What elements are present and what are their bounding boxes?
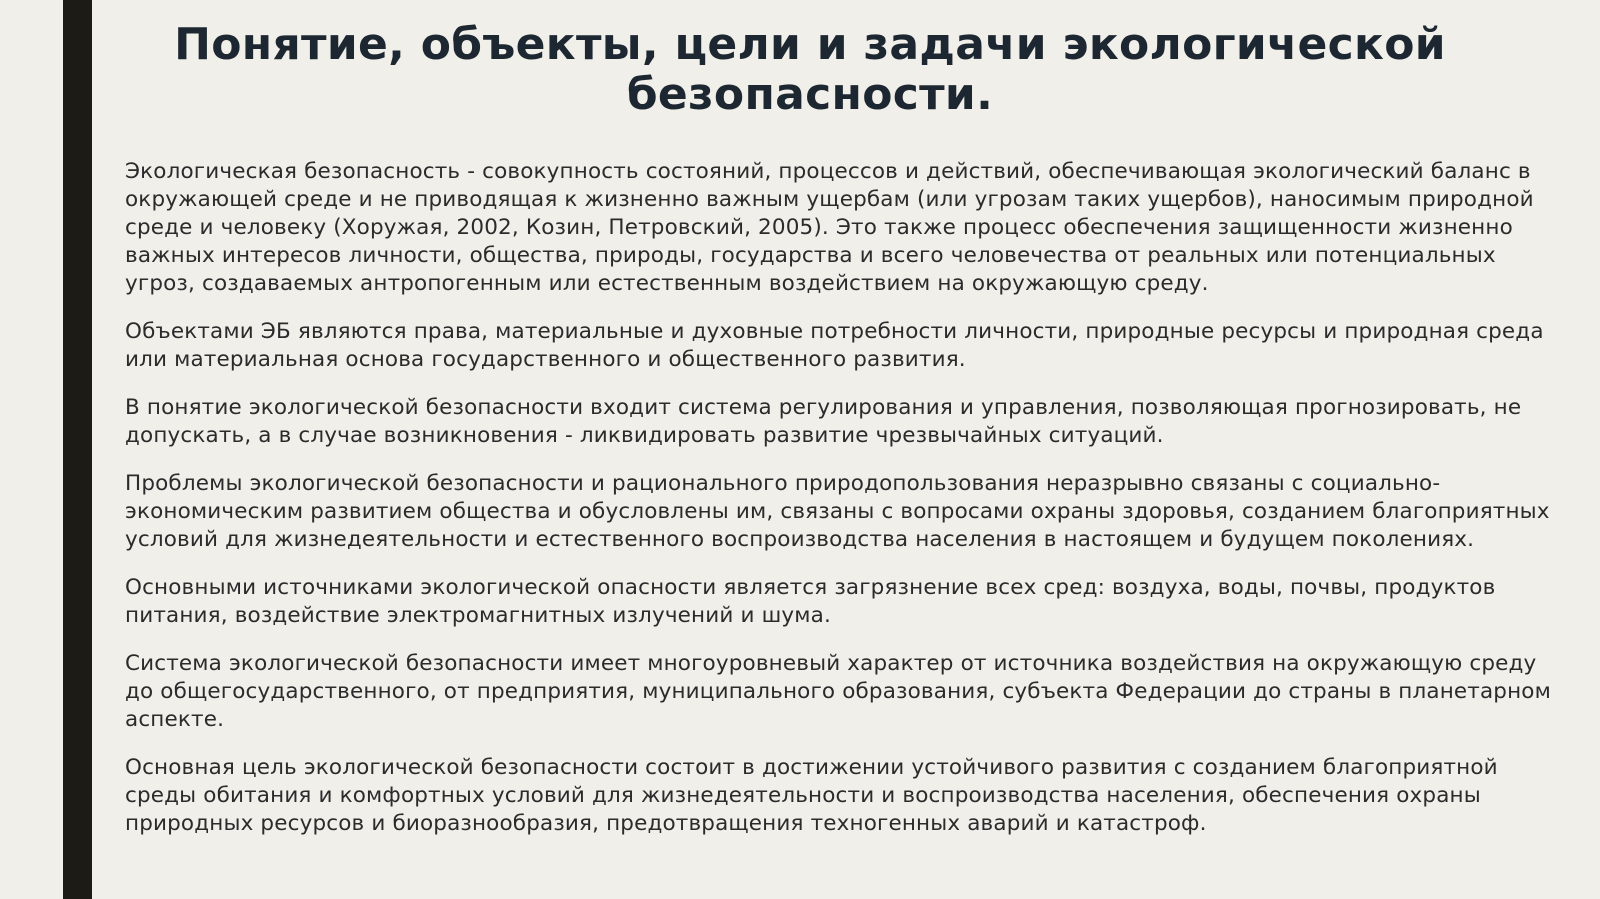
slide-body [125,158,1565,858]
paragraph-goal: Основная цель экологической безопасности состоит в достижении устойчивого развития с созданием благоприятной среды обитания и комфортных условий для жизнедеятельности и воспроизводства населения, обеспечения охраны природных ресурсов и биоразнообразия, предотвращения техногенных аварий и катастроф. [125,755,1498,836]
paragraph-problems: Проблемы экологической безопасности и рационального природопользования неразрывно связаны с социально-экономическим развитием общества и обусловлены им, связаны с вопросами охраны здоровья, созданием благоприятных условий для жизнедеятельности и естественного воспроизводства населения в настоящем и будущем поколениях. [125,471,1550,552]
paragraph-regulation: В понятие экологической безопасности входит система регулирования и управления, позволяющая прогнозировать, не допускать, а в случае возникновения - ликвидировать развитие чрезвычайных ситуаций. [125,395,1522,448]
paragraph-sources: Основными источниками экологической опасности является загрязнение всех сред: воздуха, воды, почвы, продуктов питания, воздействие электромагнитных излучений и шума. [125,575,1496,628]
slide-title: Понятие, объекты, цели и задачи экологической безопасности. [174,19,1446,120]
paragraph-objects: Объектами ЭБ являются права, материальные и духовные потребности личности, природные ресурсы и природная среда или материальная основа государственного и общественного развития. [125,319,1544,372]
paragraph-definition: Экологическая безопасность - совокупность состояний, процессов и действий, обеспечивающая экологический баланс в окружающей среде и не приводящая к жизненно важным ущербам (или угрозам таких ущербов), наносимым природной среде и человеку (Хоружая, 2002, Козин, Петровский, 2005). Это также процесс обеспечения защищенности жизненно важных интересов личности, общества, природы, государства и всего человечества от реальных или потенциальных угроз, создаваемых антропогенным или естественным воздействием на окружающую среду. [125,159,1534,296]
accent-bar [63,0,92,899]
paragraph-system: Система экологической безопасности имеет многоуровневый характер от источника воздействия на окружающую среду до общегосударственного, от предприятия, муниципального образования, субъекта Федерации до страны в планетарном аспекте. [125,651,1551,732]
